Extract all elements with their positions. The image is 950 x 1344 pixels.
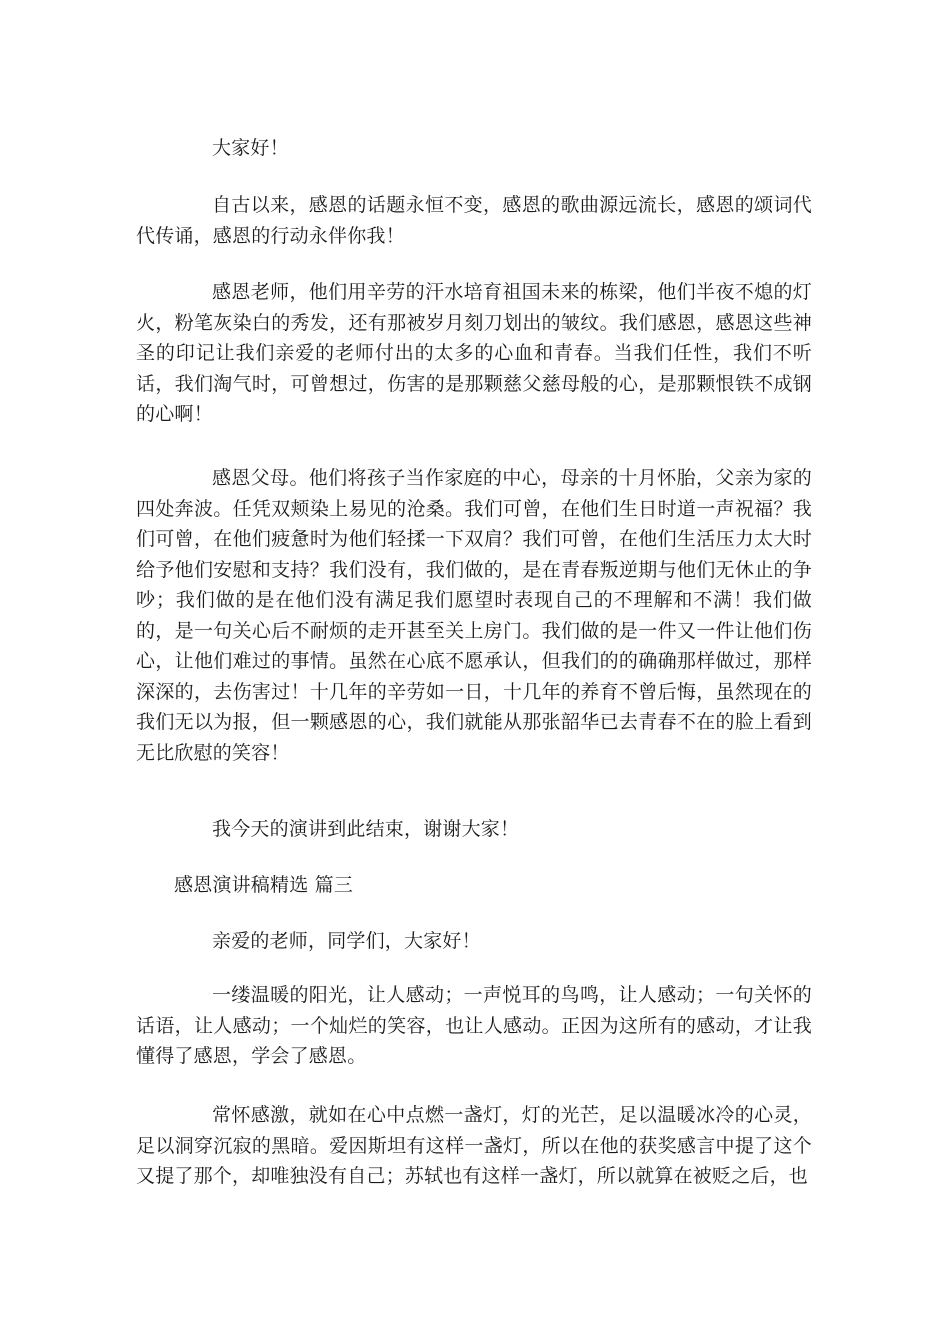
parents-paragraph: 感恩父母。他们将孩子当作家庭的中心，母亲的十月怀胎，父亲为家的四处奔波。任凭双颊染上易见的沧桑。我们可曾，在他们生日时道一声祝福？我们可曾，在他们疲惫时为他们轻揉一下双肩？我们可曾，在他们生活压力太大时给予他们安慰和支持？我们没有，我们做的，是在青春叛逆期与他们无休止的争吵；我们做的是在他们没有满足我们愿望时表现自己的不理解和不满！我们做的，是一句关心后不耐烦的走开甚至关上房门。我们做的是一件又一件让他们伤心，让他们难过的事情。虽然在心底不愿承认，但我们的的确确那样做过，那样深深的，去伤害过！十几年的辛劳如一日，十几年的养育不曾后悔，虽然现在的我们无以为报，但一颗感恩的心，我们就能从那张韶华已去青春不在的脸上看到无比欣慰的笑容！ [136,467,812,764]
teachers-paragraph: 感恩老师，他们用辛劳的汗水培育祖国未来的栋梁，他们半夜不熄的灯火，粉笔灰染白的秀发，还有那被岁月刻刀划出的皱纹。我们感恩，感恩这些神圣的印记让我们亲爱的老师付出的太多的心血和青春。当我们任性，我们不听话，我们淘气时，可曾想过，伤害的是那颗慈父慈母般的心，是那颗恨铁不成钢的心啊！ [136,281,812,425]
greeting2-paragraph: 亲爱的老师，同学们，大家好！ [212,930,481,952]
lamp-paragraph: 常怀感激，就如在心中点燃一盏灯，灯的光芒，足以温暖冰冷的心灵，足以洞穿沉寂的黑暗。爱因斯坦有这样一盏灯，所以在他的获奖感言中提了这个又提了那个，却唯独没有自己；苏轼也有这样一盏灯，所以就算在被贬之后，也 [136,1104,812,1187]
intro-paragraph: 自古以来，感恩的话题永恒不变，感恩的歌曲源远流长，感恩的颂词代代传诵，感恩的行动永伴你我！ [136,194,812,247]
closing-paragraph: 我今天的演讲到此结束，谢谢大家！ [212,818,520,840]
moved-paragraph: 一缕温暖的阳光，让人感动；一声悦耳的鸟鸣，让人感动；一句关怀的话语，让人感动；一个灿烂的笑容，也让人感动。正因为这所有的感动，才让我懂得了感恩，学会了感恩。 [136,984,812,1067]
greeting-paragraph: 大家好！ [212,137,289,159]
section-title: 感恩演讲稿精选 篇三 [174,874,354,896]
